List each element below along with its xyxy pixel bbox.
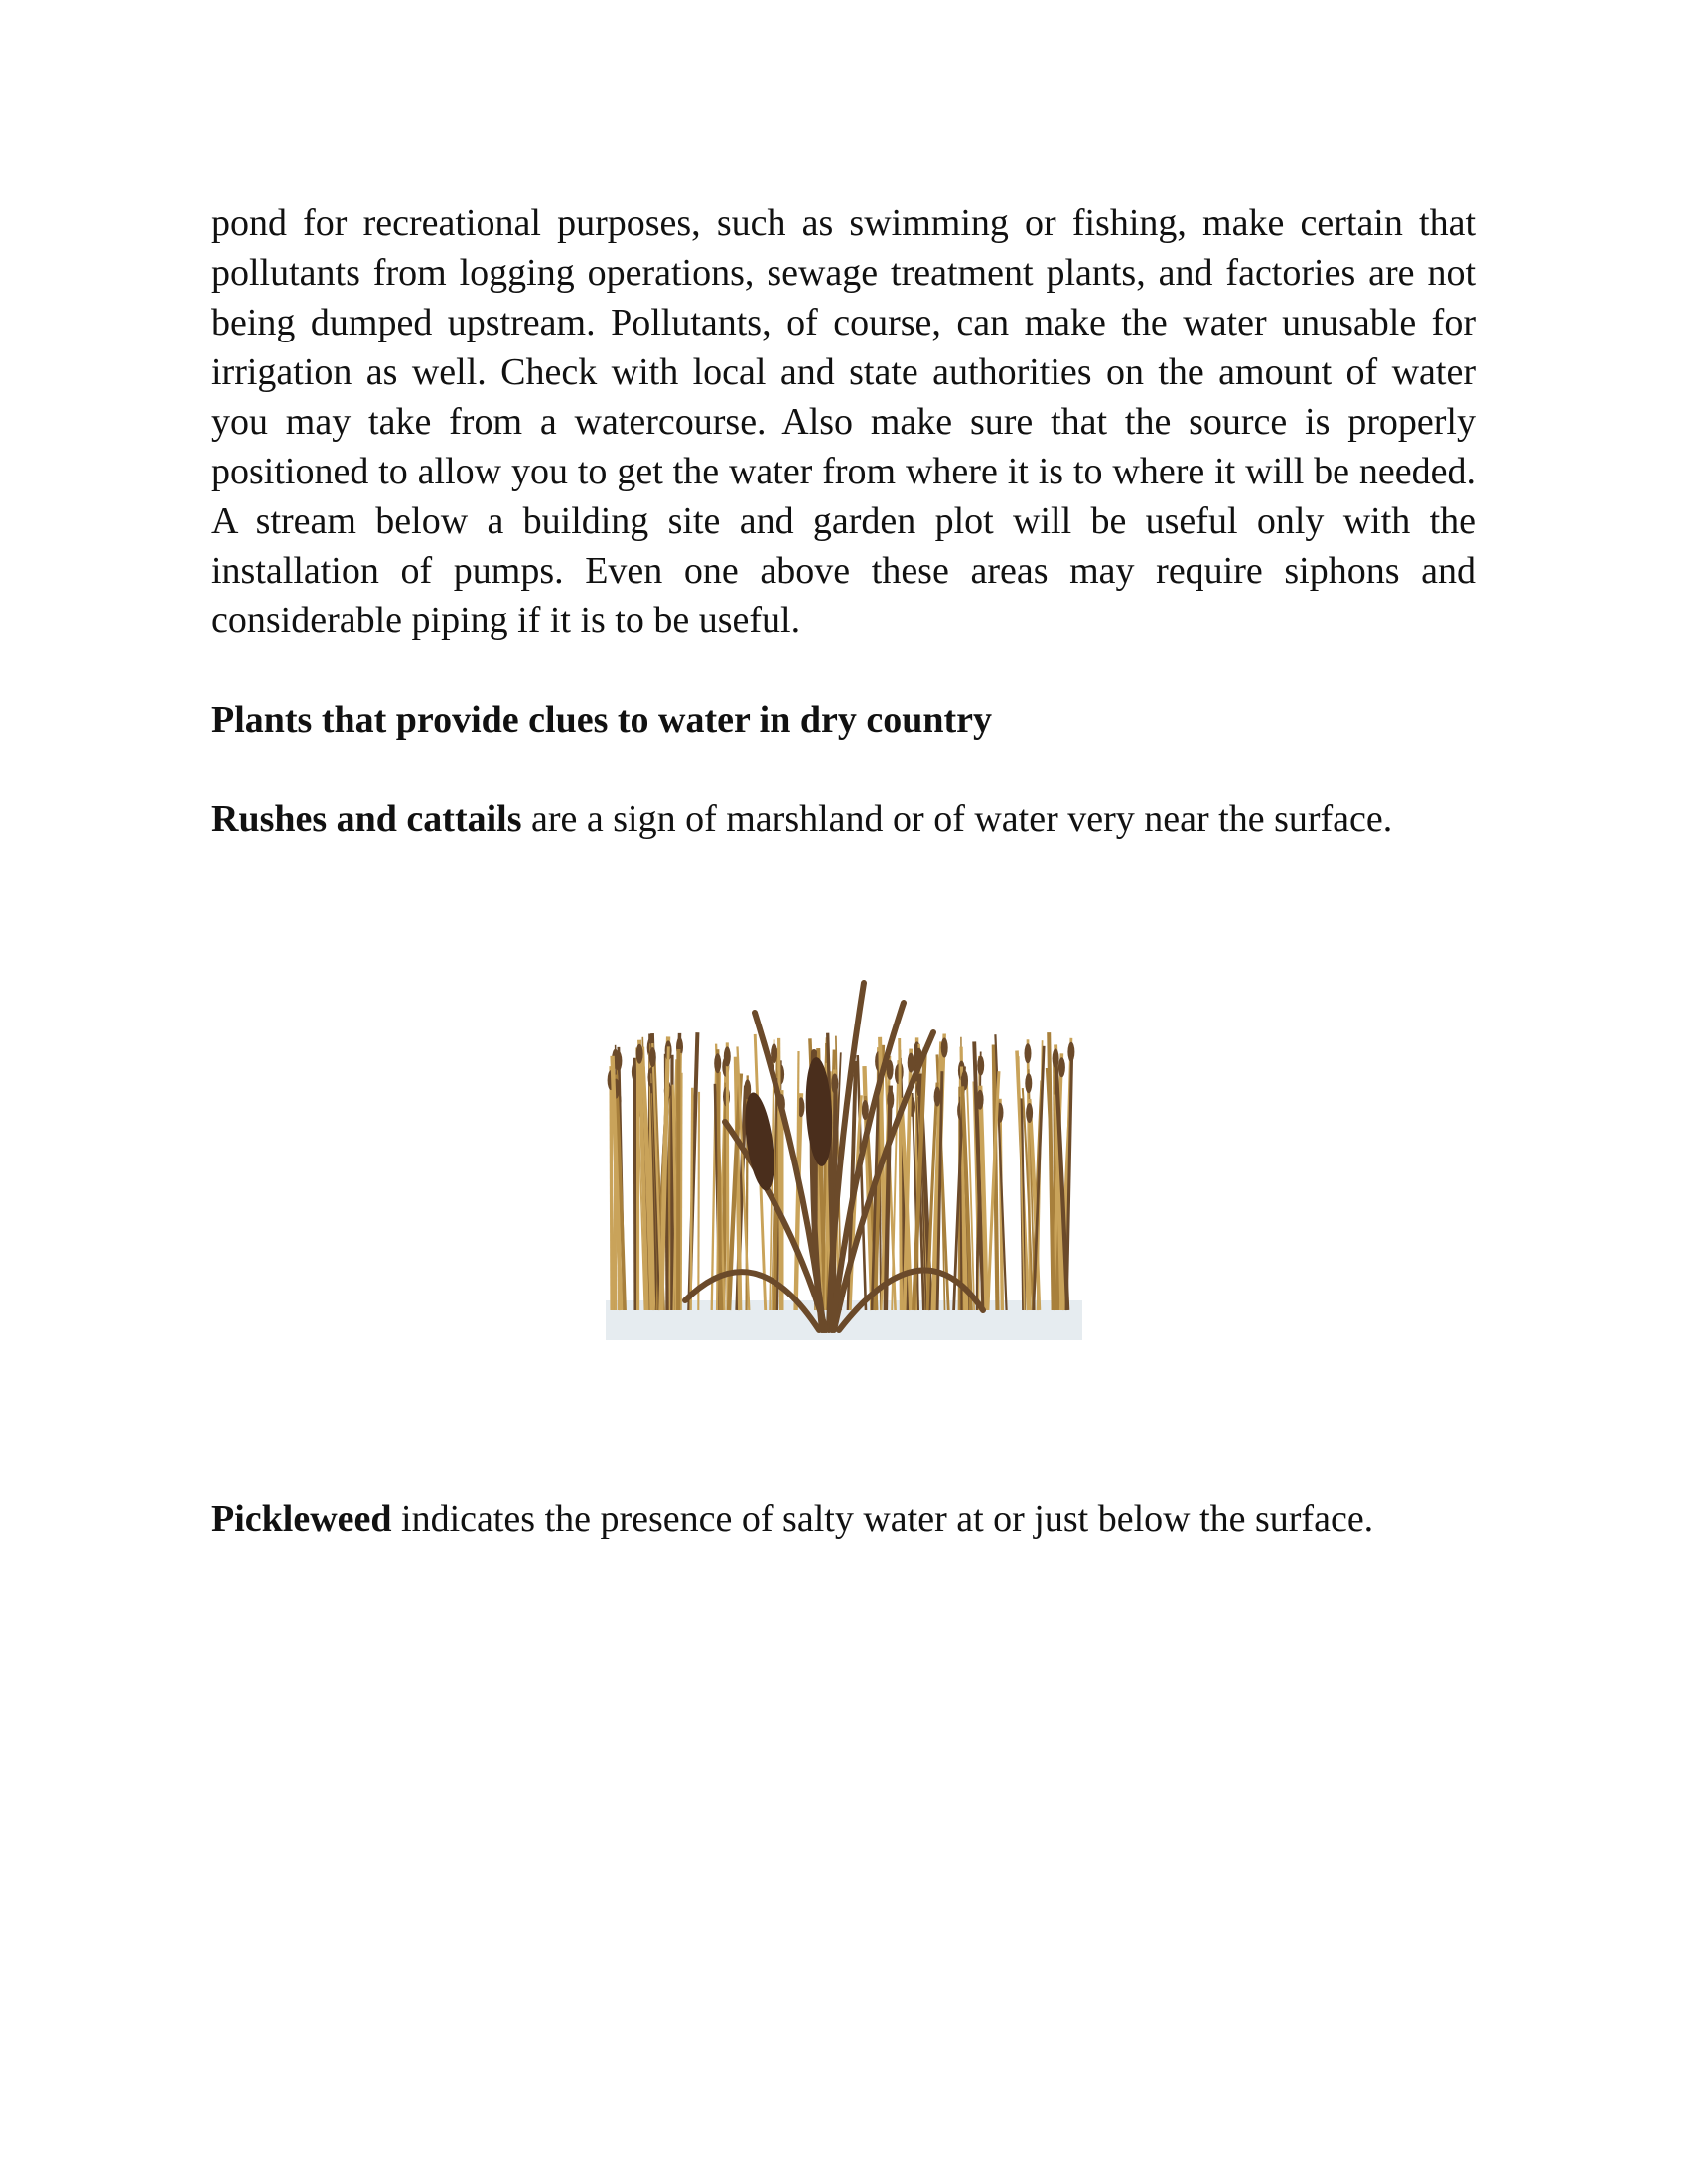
- reed-stalk: [727, 1042, 728, 1310]
- small-seed-head: [934, 1087, 941, 1107]
- reed-stalk: [691, 1088, 693, 1310]
- small-seed-head: [977, 1056, 984, 1076]
- pickleweed-text: indicates the presence of salty water at or just below the surface.: [391, 1498, 1374, 1540]
- small-seed-head: [1026, 1103, 1033, 1123]
- cattails-image: [606, 973, 1082, 1350]
- intro-paragraph: pond for recreational purposes, such as swimming or fishing, make certain that pollutants from logging operations, sewage treatment plants, and factories are not being dumped upstream. Pollutants, of course, can make the water unusable for irrigation as well. Check with local and state authorities on the amount of water you may take from a watercourse. Also make sure that the source is properly positioned to allow you to get the water from where it is to where it will be needed. A stream below a building site and garden plot will be useful only with the installation of pumps. Even one above these areas may require siphons and considerable piping if it is to be useful.: [211, 203, 1476, 641]
- pickleweed-term: Pickleweed: [211, 1498, 392, 1540]
- reed-stalk: [900, 1050, 901, 1310]
- small-seed-head: [636, 1044, 643, 1064]
- small-seed-head: [1025, 1043, 1032, 1063]
- reed-stalk: [1049, 1032, 1053, 1310]
- small-seed-head: [862, 1100, 869, 1120]
- reed-stalk: [611, 1066, 612, 1310]
- reed-stalk: [634, 1058, 635, 1310]
- small-seed-head: [724, 1046, 731, 1066]
- rushes-paragraph: [211, 794, 1476, 844]
- small-seed-head: [615, 1051, 622, 1071]
- small-seed-head: [714, 1053, 721, 1073]
- pickleweed-paragraph: [211, 1494, 1476, 1544]
- small-seed-head: [1058, 1057, 1065, 1077]
- small-seed-head: [908, 1053, 914, 1073]
- small-seed-head: [1025, 1073, 1032, 1093]
- reed-stalk: [886, 1086, 891, 1310]
- section-heading: Plants that provide clues to water in dry country: [211, 699, 993, 741]
- small-seed-head: [941, 1038, 948, 1058]
- small-seed-head: [887, 1090, 894, 1110]
- rushes-term: Rushes and cattails: [211, 798, 522, 840]
- small-seed-head: [649, 1047, 656, 1067]
- reed-stalk: [698, 1092, 699, 1310]
- small-seed-head: [977, 1090, 984, 1110]
- rushes-text: are a sign of marshland or of water very near the surface.: [521, 798, 1393, 840]
- cattails-illustration: [606, 973, 1082, 1350]
